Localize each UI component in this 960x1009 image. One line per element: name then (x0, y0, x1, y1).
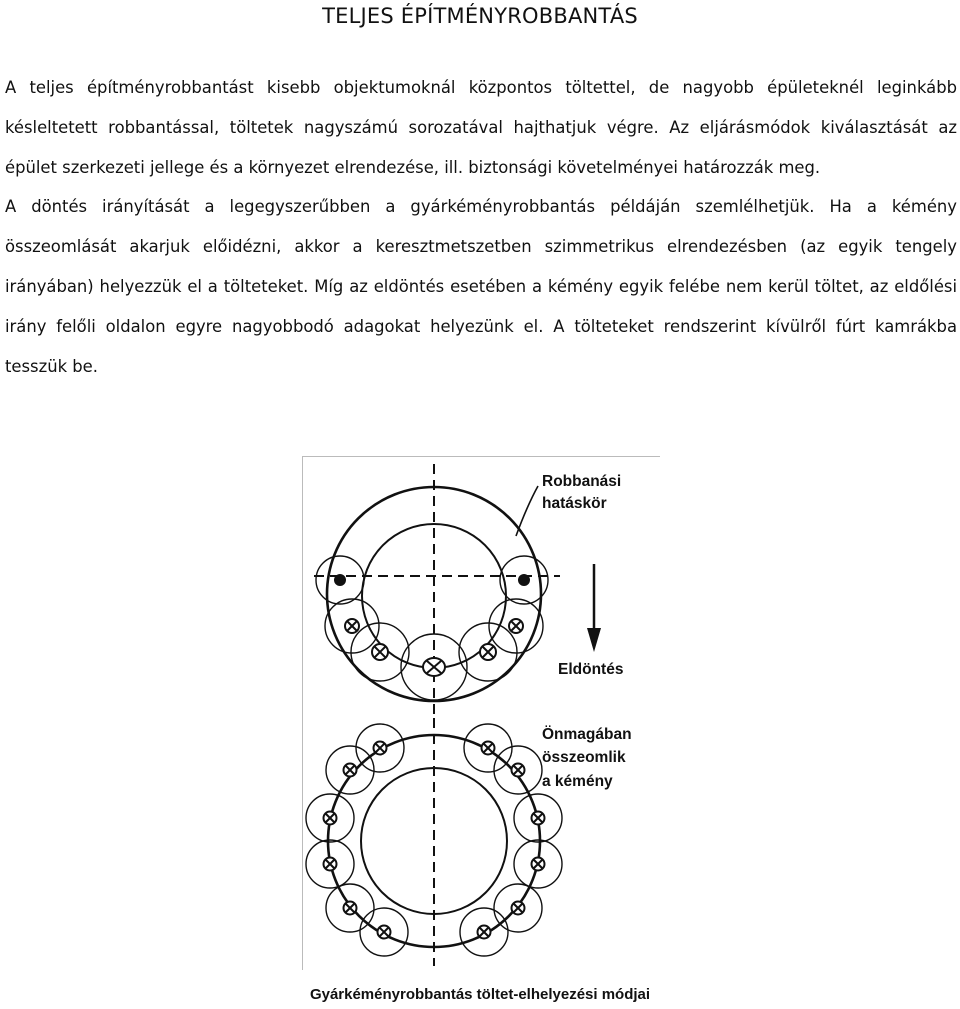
chimney-blasting-figure (302, 456, 660, 970)
charge-crossed (512, 764, 525, 777)
chimney-diagram-svg (302, 456, 660, 970)
label-a-kemeny: a kémény (542, 773, 613, 790)
charge-crossed (344, 764, 357, 777)
charge-crossed (532, 858, 545, 871)
blast-radius-leader-line (516, 486, 538, 536)
charge-crossed (345, 619, 359, 633)
paragraph-1: A teljes építményrobbantást kisebb objektumoknál központos töltettel, de nagyobb épületeknél leginkább késleltetett robbantással, töltetek nagyszámú sorozatával hajthatjuk végre. Az eljárásmódok kiválasztását az épület szerkezeti jellege és a környezet elrendezése, ill. biztonsági követelményei határozzák meg. (5, 78, 957, 177)
collapse-diagram (306, 718, 562, 966)
charge-crossed (512, 902, 525, 915)
charge-dot (334, 574, 346, 586)
label-hataskor: hatáskör (542, 495, 607, 512)
charge-crossed (378, 926, 391, 939)
charge-crossed (509, 619, 523, 633)
figure-caption: Gyárkéményrobbantás töltet-elhelyezési módjai (309, 986, 651, 1003)
label-osszeomlik: összeomlik (542, 749, 626, 766)
charge-crossed (478, 926, 491, 939)
charge-crossed-largest (423, 658, 445, 676)
body-text (5, 68, 957, 386)
charge-crossed (482, 742, 495, 755)
page-title: TELJES ÉPÍTMÉNYROBBANTÁS (322, 4, 638, 28)
felling-direction-arrow (587, 564, 601, 652)
label-eldontes: Eldöntés (558, 661, 624, 678)
charge-crossed (344, 902, 357, 915)
charge-crossed (324, 812, 337, 825)
label-onmagaban: Önmagában (542, 726, 632, 743)
charge-crossed (372, 644, 388, 660)
charge-dot (518, 574, 530, 586)
charge-crossed (480, 644, 496, 660)
charge-crossed (374, 742, 387, 755)
label-robbanasi: Robbanási (542, 473, 622, 490)
paragraph-2: A döntés irányítását a legegyszerűbben a gyárkéményrobbantás példáján szemlélhetjük. Ha a kémény összeomlását akarjuk előidézni, akkor a keresztmetszetben szimmetrikus elrendezésben (az egyik tengely irányában) helyezzük el a tölteteket. Míg az eldöntés esetében a kémény egyik felébe nem kerül töltet, az eldőlési irány felőli oldalon egyre nagyobbodó adagokat helyezünk el. A tölteteket rendszerint kívülről fúrt kamrákba tesszük be. (5, 197, 957, 376)
charge-crossed (532, 812, 545, 825)
charge-crossed (324, 858, 337, 871)
